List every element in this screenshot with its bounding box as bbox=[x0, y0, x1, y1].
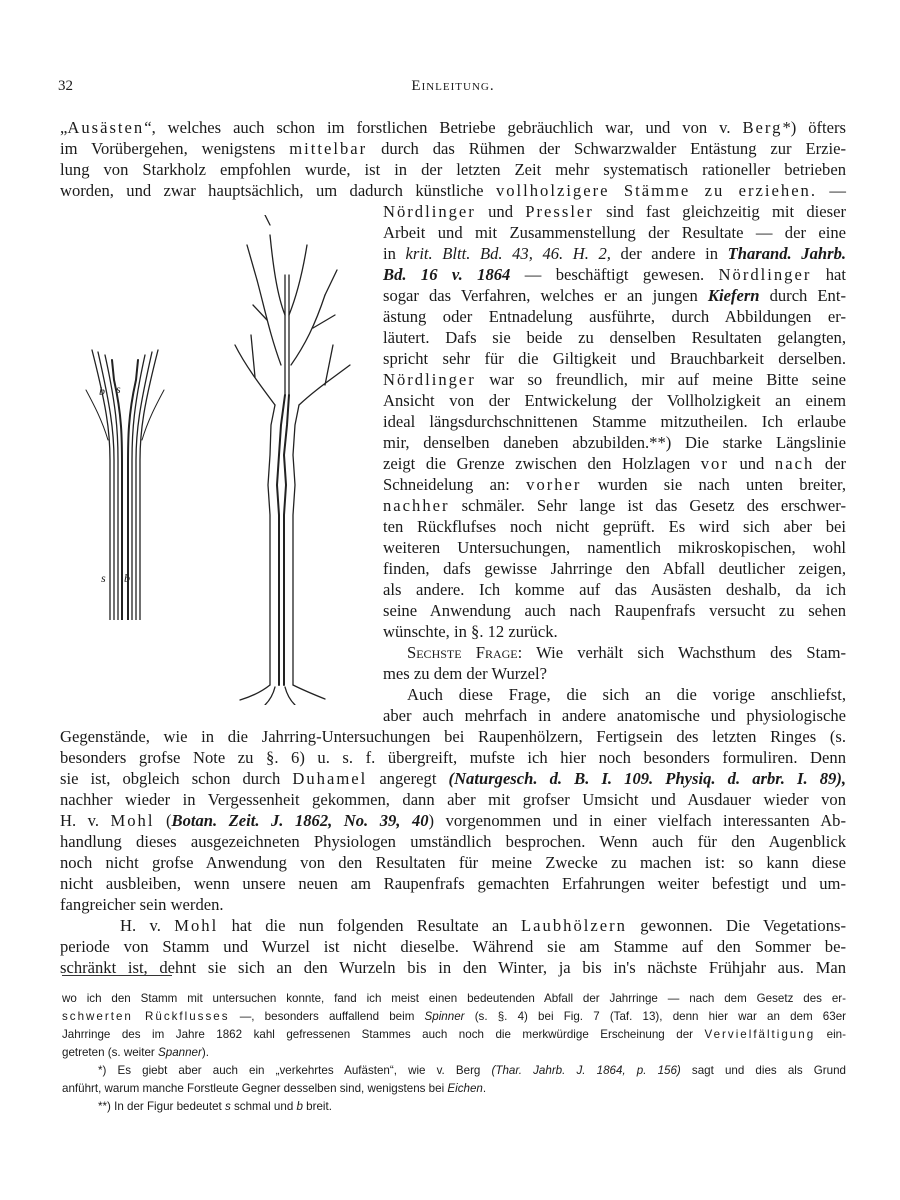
text-line: lung von Starkholz empfohlen wurde, ist in der letzten Zeit mehr systematisch rationeller betrieben bbox=[60, 160, 846, 179]
footnote-asterisk: *) Es giebt aber auch ein „verkehrtes Aufästen“, wie v. Berg (Thar. Jahrb. J. 1864, p. 156) sagt und dies als Grund bbox=[98, 1064, 846, 1077]
section-heading: Sechste Frage: Wie verhält sich Wachsthum des Stam- bbox=[407, 643, 847, 662]
tree-trunk-right bbox=[293, 405, 299, 685]
text-line: nachher schmäler. Sehr lange ist das Gesetz des erschwer- bbox=[383, 496, 846, 515]
text-line: ästung oder Entnadelung ausführte, durch Abbildungen er- bbox=[383, 307, 846, 326]
figure-label-b-top: b bbox=[99, 384, 105, 398]
text-line: sogar das Verfahren, welches er an jungen Kiefern durch Ent- bbox=[383, 286, 846, 305]
figure-label-s-bottom: s bbox=[101, 571, 106, 585]
tree-figure bbox=[215, 215, 375, 705]
text-line: Schneidelung an: vorher wurden sie nach unten breiter, bbox=[383, 475, 846, 494]
text-line: im Vorübergehen, wenigstens mittelbar durch das Rühmen der Schwarzwalder Entästung zur Erzie- bbox=[60, 139, 846, 158]
tree-branch-top-r bbox=[325, 270, 337, 295]
text-line: finden, dafs gewisse Jahrringe den Abfall deutlicher zeigen, bbox=[383, 559, 846, 578]
text-line: Bd. 16 v. 1864 — beschäftigt gewesen. Nördlinger hat bbox=[383, 265, 847, 284]
text-line: ten Rückflufses noch nicht geprüft. Es wird sich aber bei bbox=[383, 517, 846, 536]
text-line: weiteren Untersuchungen, namentlich mikroskopischen, wohl bbox=[383, 538, 846, 557]
figure-label-s-top: s bbox=[116, 382, 121, 396]
footnote-line: wo ich den Stamm mit untersuchen konnte, fand ich meist einen bedeutenden Abfall der Jahrringe — nach dem Gesetz des er- bbox=[62, 992, 846, 1005]
tree-branch-r2 bbox=[291, 295, 325, 365]
tree-root-4 bbox=[293, 685, 325, 699]
text-line: worden, und zwar hauptsächlich, um dadurch künstliche vollholzigere Stämme zu erziehen. — bbox=[60, 181, 846, 200]
text-line: Nördlinger war so freundlich, mir auf meine Bitte seine bbox=[383, 370, 846, 389]
text-line: mes zu dem der Wurzel? bbox=[383, 664, 547, 683]
text-line: Nördlinger und Pressler sind fast gleichzeitig mit dieser bbox=[383, 202, 847, 221]
page-number: 32 bbox=[58, 78, 73, 94]
text-line: periode von Stamm und Wurzel ist nicht dieselbe. Während sie am Stamme auf den Sommer be- bbox=[60, 937, 846, 956]
text-line: nachher wieder in Vergessenheit gekommen, dann aber mit grofser Umsicht und Ausdauer wieder von bbox=[60, 790, 846, 809]
text-line: nicht ausbleiben, wenn unsere neuen am Raupenfrafs gemachten Erfahrungen weiter befestigt und um- bbox=[60, 874, 846, 893]
figure-label-b-bottom: b bbox=[124, 571, 130, 585]
tree-branch-r3 bbox=[289, 245, 307, 315]
stem-outline-right bbox=[140, 350, 158, 620]
text-line: als andere. Ich komme auf das Ausästen deshalb, da ich bbox=[383, 580, 846, 599]
footnote-rule bbox=[62, 975, 172, 976]
text-line: handlung dieses ausgezeichneten Physiologen umständlich besprochen. Wenn auch für den Augenblick bbox=[60, 832, 846, 851]
text-line: Ansicht von der Entwickelung der Vollholzigkeit an einem bbox=[383, 391, 846, 410]
page-header bbox=[58, 78, 848, 102]
text-line: spricht sehr für die Giltigkeit und Brauchbarkeit derselben. bbox=[383, 349, 846, 368]
text-line: läutert. Dafs sie beide zu denselben Resultaten gelangten, bbox=[383, 328, 846, 347]
tree-root-2 bbox=[265, 687, 275, 705]
text-line: Gegenstände, wie in die Jahrring-Untersuchungen bei Raupenhölzern, Fertigsein des letzten Ringes (s. bbox=[60, 727, 846, 746]
text-line: noch nicht grofse Anwendung von den Resultaten für meine Zwecke zu machen ist: so kann diese bbox=[60, 853, 846, 872]
text-line: mir, denselben daneben abzubilden.**) Die starke Längslinie bbox=[383, 433, 846, 452]
tree-root-1 bbox=[240, 685, 270, 700]
footnote-line: schwerten Rückflusses —, besonders auffallend beim Spinner (s. §. 4) bei Fig. 7 (Taf. 13), denn hier war an dem 63er bbox=[62, 1010, 847, 1023]
stem-section-figure bbox=[80, 320, 170, 620]
footnote-double-asterisk: **) In der Figur bedeutet s schmal und b breit. bbox=[98, 1100, 332, 1113]
stem-inner-right-1 bbox=[136, 352, 152, 620]
text-line: „Ausästen“, welches auch schon im forstlichen Betriebe gebräuchlich war, und von v. Berg*) öfters bbox=[60, 118, 846, 137]
text-line: fangreicher sein werden. bbox=[60, 895, 224, 914]
footnote-line: getreten (s. weiter Spanner). bbox=[62, 1046, 209, 1059]
branch-right bbox=[142, 390, 164, 440]
text-line: sie ist, obgleich schon durch Duhamel angeregt (Naturgesch. d. B. I. 109. Physiq. d. arbr. I. 89), bbox=[60, 769, 847, 788]
tree-branch-top-l bbox=[247, 245, 257, 280]
text-line: aber auch mehrfach in andere anatomische und physiologische bbox=[383, 706, 846, 725]
text-line: seine Anwendung auch nach Raupenfrafs versucht zu sehen bbox=[383, 601, 846, 620]
text-line: wünschte, in §. 12 zurück. bbox=[383, 622, 558, 641]
tree-branch-l0 bbox=[265, 215, 270, 225]
text-line: H. v. Mohl (Botan. Zeit. J. 1862, No. 39, 40) vorgenommen und in einer vielfach interessanten Ab- bbox=[60, 811, 846, 830]
text-line: ideal längsdurchschnittenen Stamme mitzutheilen. Ich erlaube bbox=[383, 412, 846, 431]
tree-trunk-left bbox=[268, 405, 275, 685]
running-head: Einleitung. bbox=[411, 78, 495, 94]
tree-branch-l1-sub bbox=[251, 335, 255, 377]
text-line: schränkt ist, dehnt sie sich an den Wurzeln bis in den Winter, ja bis in's nächste Frühjahr aus. Man bbox=[60, 958, 846, 977]
text-line: H. v. Mohl hat die nun folgenden Resultate an Laubhölzern gewonnen. Die Vegetations- bbox=[120, 916, 846, 935]
text-line: Arbeit und mit Zusammenstellung der Resultate — der eine bbox=[383, 223, 846, 242]
footnote-line: anführt, warum manche Forstleute Gegner desselben sind, wenigstens bei Eichen. bbox=[62, 1082, 487, 1095]
tree-trunk-core-2 bbox=[284, 395, 289, 685]
text-line: Auch diese Frage, die sich an die vorige anschliefst, bbox=[407, 685, 846, 704]
text-line: zeigt die Grenze zwischen den Holzlagen vor und nach der bbox=[383, 454, 847, 473]
text-line: in krit. Bltt. Bd. 43, 46. H. 2, der andere in Tharand. Jahrb. bbox=[383, 244, 847, 263]
tree-branch-l2 bbox=[257, 280, 281, 365]
tree-branch-l3 bbox=[270, 235, 285, 315]
text-line: besonders grofse Note zu §. 6) u. s. f. übergreift, mufste ich hier noch besonders formuliren. Denn bbox=[60, 748, 846, 767]
tree-root-3 bbox=[285, 687, 295, 705]
footnote-line: Jahrringe des im Jahre 1862 kahl gefressenen Stammes auch noch die merkwürdige Erscheinung der Vervielfältigung ein- bbox=[62, 1028, 846, 1041]
